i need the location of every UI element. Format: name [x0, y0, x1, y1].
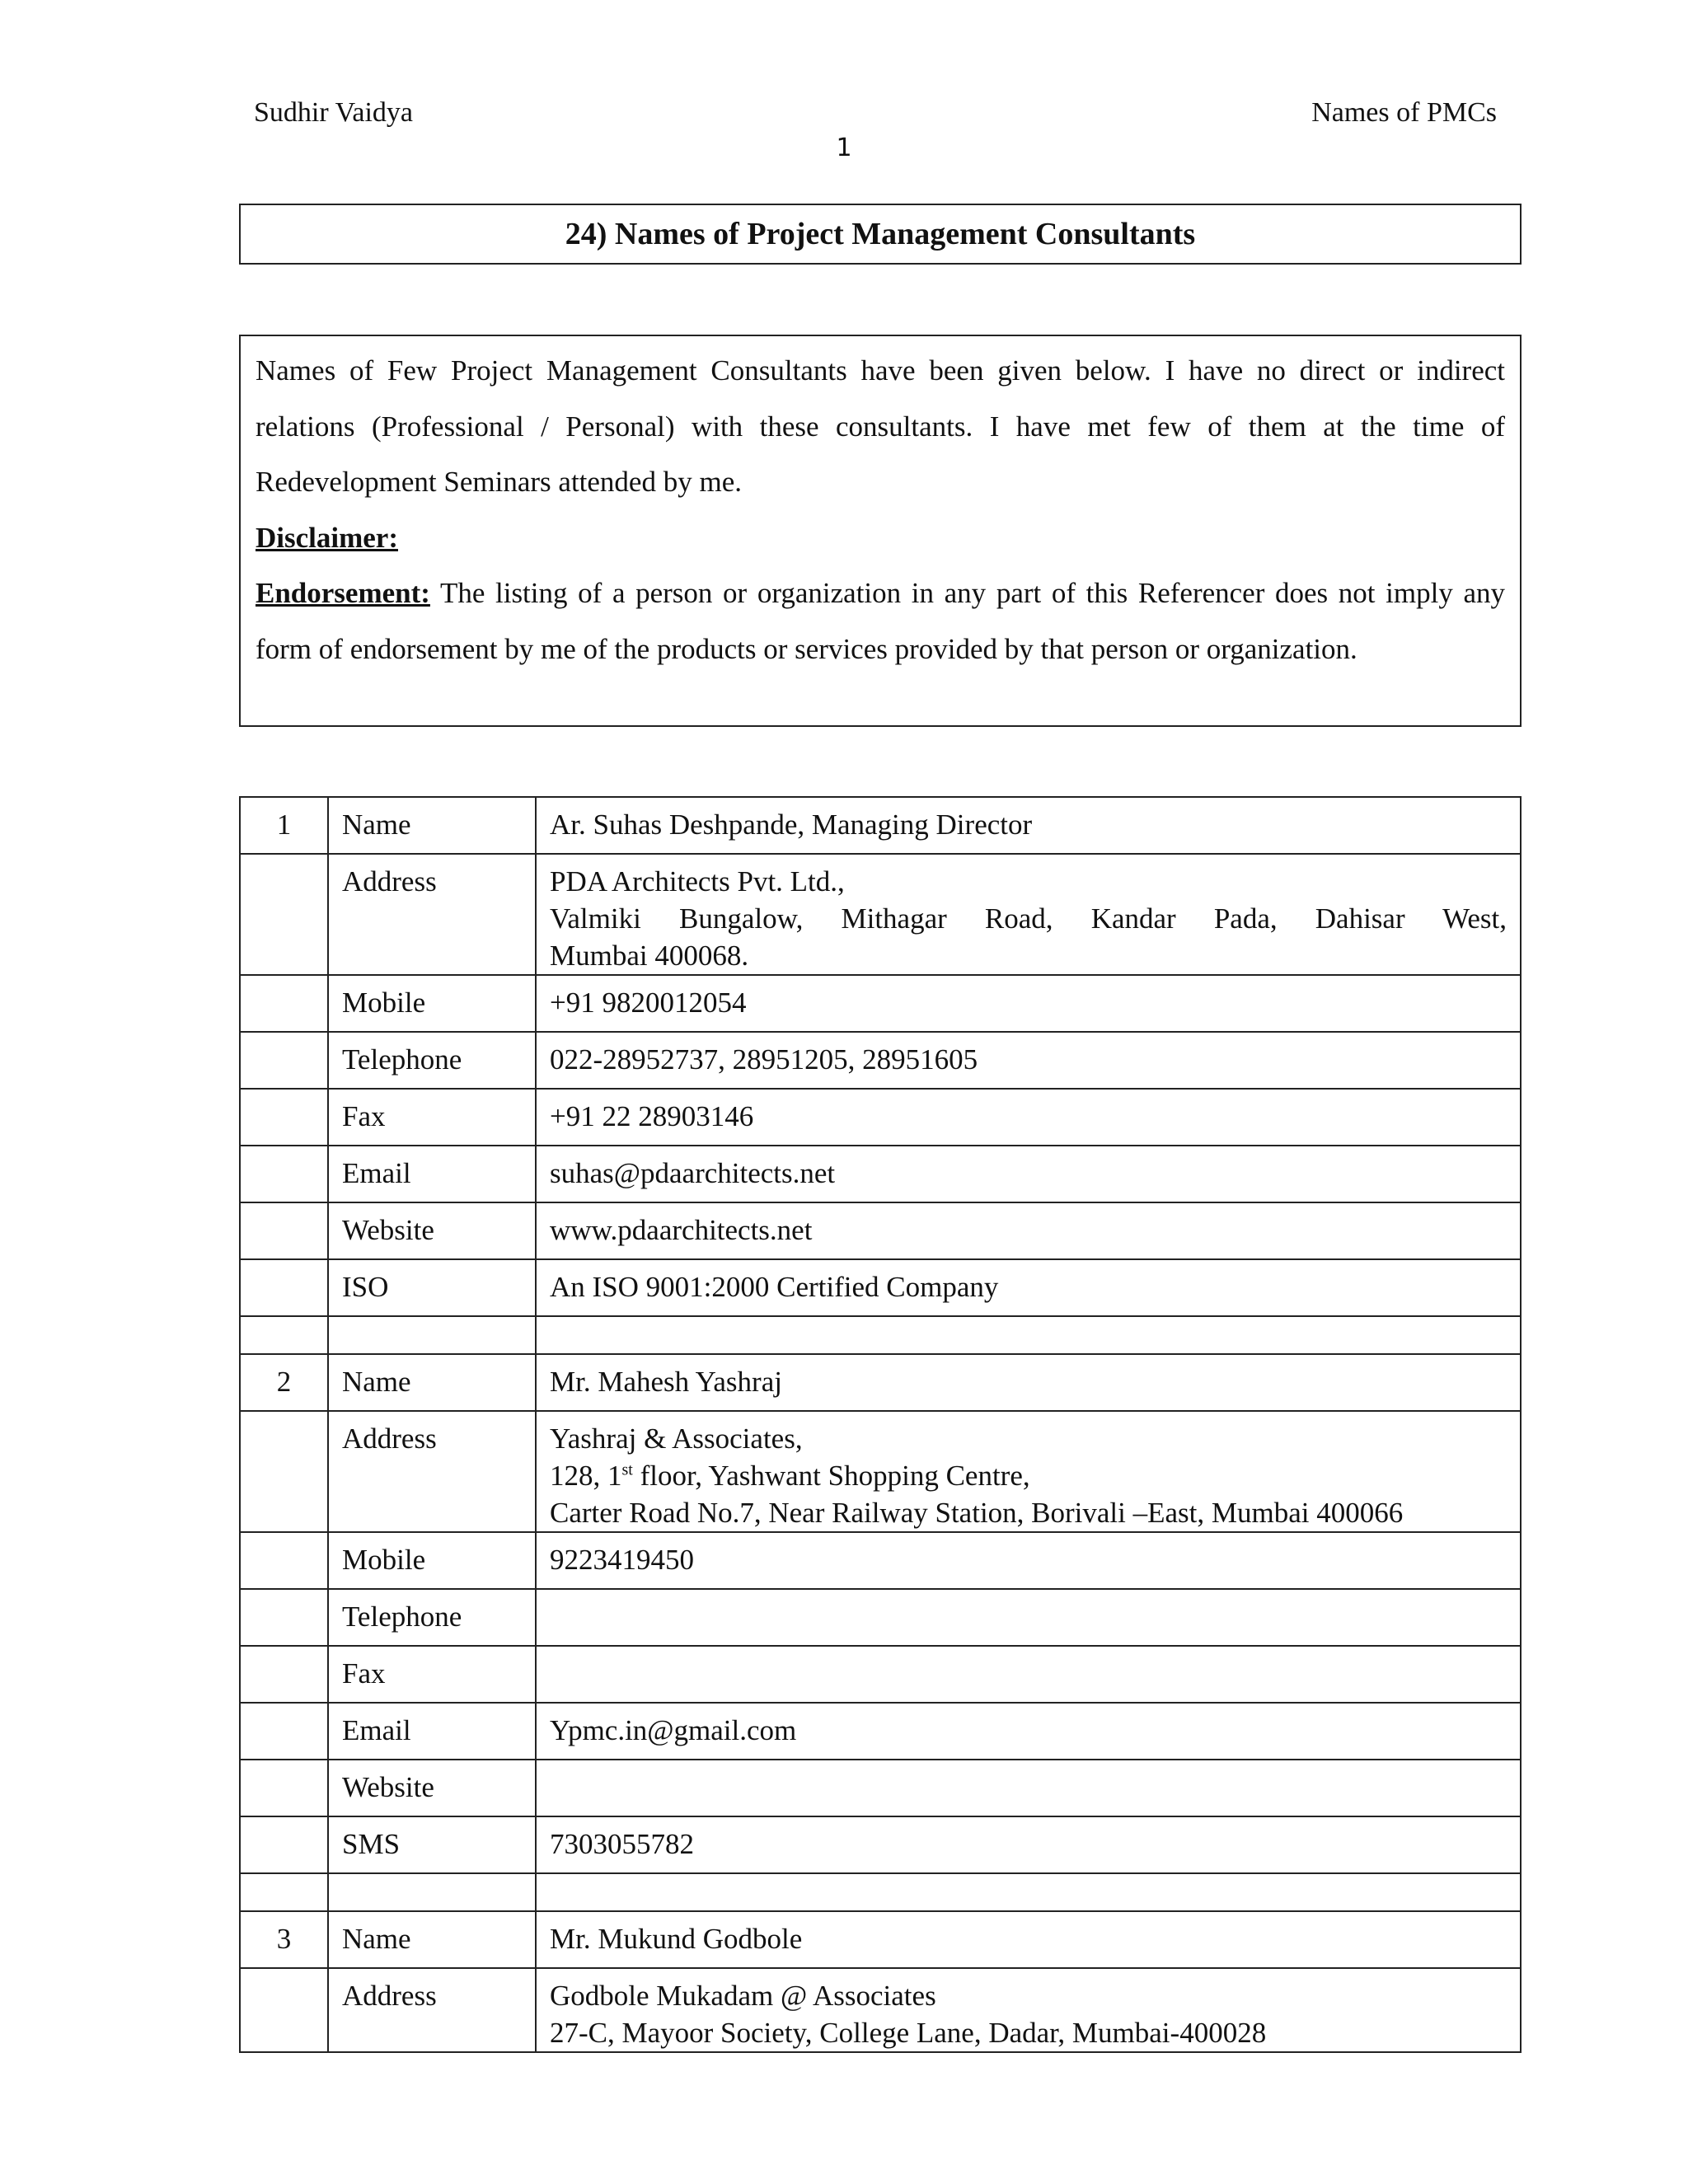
table-row [240, 1146, 1521, 1202]
table-row [240, 1202, 1521, 1259]
table-row [240, 1589, 1521, 1646]
field-label: Address [328, 854, 536, 975]
fax-value: +91 22 28903146 [536, 1089, 1521, 1146]
website-value [536, 1760, 1521, 1816]
address-line2-sup: st [621, 1460, 633, 1479]
entry-number: 2 [240, 1354, 328, 1411]
field-label: Email [328, 1703, 536, 1760]
address-line: Godbole Mukadam @ Associates [550, 1980, 936, 2012]
table-row [240, 854, 1521, 975]
field-label: Website [328, 1202, 536, 1259]
field-label: Telephone [328, 1589, 536, 1646]
consultant-name: Mr. Mahesh Yashraj [536, 1354, 1521, 1411]
sms-value: 7303055782 [536, 1816, 1521, 1873]
field-label: Fax [328, 1646, 536, 1703]
table-row [240, 797, 1521, 854]
spacer-row [240, 1316, 1521, 1354]
field-label: Website [328, 1760, 536, 1816]
field-label: Address [328, 1968, 536, 2052]
field-label: Fax [328, 1089, 536, 1146]
field-label: Address [328, 1411, 536, 1532]
field-label: Mobile [328, 1532, 536, 1589]
consultant-address [536, 1968, 1521, 2052]
address-line2-post: floor, Yashwant Shopping Centre, [632, 1460, 1030, 1492]
address-line: Valmiki Bungalow, Mithagar Road, Kandar Pada, Dahisar West, [550, 902, 1507, 935]
mobile-value: 9223419450 [536, 1532, 1521, 1589]
table-row [240, 1532, 1521, 1589]
header-author: Sudhir Vaidya [254, 97, 413, 128]
iso-value: An ISO 9001:2000 Certified Company [536, 1259, 1521, 1316]
field-label: SMS [328, 1816, 536, 1873]
consultant-name: Mr. Mukund Godbole [536, 1911, 1521, 1968]
table-row [240, 1089, 1521, 1146]
consultant-address [536, 1411, 1521, 1532]
fax-value [536, 1646, 1521, 1703]
address-line: 27-C, Mayoor Society, College Lane, Dadar, Mumbai-400028 [550, 2017, 1267, 2049]
endorsement-text: The listing of a person or organization in any part of this Referencer does not imply any form of endorsement by me of the products or services provided by that person or organization. [256, 577, 1505, 665]
field-label: Name [328, 1354, 536, 1411]
address-line [550, 1457, 1517, 1494]
consultant-address [536, 854, 1521, 975]
table-row [240, 975, 1521, 1032]
table-row [240, 1259, 1521, 1316]
website-value: www.pdaarchitects.net [536, 1202, 1521, 1259]
intro-box [239, 335, 1522, 727]
endorsement-label: Endorsement: [256, 577, 430, 609]
table-row [240, 1646, 1521, 1703]
document-title: 24) Names of Project Management Consultants [239, 204, 1522, 265]
table-row [240, 1760, 1521, 1816]
table-row [240, 1911, 1521, 1968]
entry-number: 3 [240, 1911, 328, 1968]
table-row [240, 1703, 1521, 1760]
address-line: Carter Road No.7, Near Railway Station, Borivali –East, Mumbai 400066 [550, 1497, 1404, 1529]
field-label: Name [328, 797, 536, 854]
address-line2-pre: 128, 1 [550, 1460, 622, 1492]
table-row [240, 1032, 1521, 1089]
disclaimer-label: Disclaimer: [256, 521, 398, 554]
field-label: Name [328, 1911, 536, 1968]
table-row [240, 1411, 1521, 1532]
telephone-value [536, 1589, 1521, 1646]
field-label: Mobile [328, 975, 536, 1032]
spacer-row [240, 1873, 1521, 1911]
email-value: suhas@pdaarchitects.net [536, 1146, 1521, 1202]
mobile-value: +91 9820012054 [536, 975, 1521, 1032]
field-label: Email [328, 1146, 536, 1202]
table-row [240, 1968, 1521, 2052]
field-label: ISO [328, 1259, 536, 1316]
intro-paragraph: Names of Few Project Management Consultants have been given below. I have no direct or indirect relations (Professional / Personal) with these consultants. I have met few of them at the time of Redevelopment Seminars attended by me. [256, 354, 1505, 498]
consultant-name: Ar. Suhas Deshpande, Managing Director [536, 797, 1521, 854]
page-number: 1 [836, 134, 852, 162]
table-row [240, 1816, 1521, 1873]
address-line: Mumbai 400068. [550, 940, 749, 972]
entry-number: 1 [240, 797, 328, 854]
consultants-table [239, 796, 1522, 2053]
address-line: Yashraj & Associates, [550, 1422, 803, 1455]
table-row [240, 1354, 1521, 1411]
endorsement-paragraph [256, 565, 1505, 677]
field-label: Telephone [328, 1032, 536, 1089]
header-section: Names of PMCs [1311, 97, 1497, 128]
telephone-value: 022-28952737, 28951205, 28951605 [536, 1032, 1521, 1089]
email-value: Ypmc.in@gmail.com [536, 1703, 1521, 1760]
address-line: PDA Architects Pvt. Ltd., [550, 865, 845, 898]
